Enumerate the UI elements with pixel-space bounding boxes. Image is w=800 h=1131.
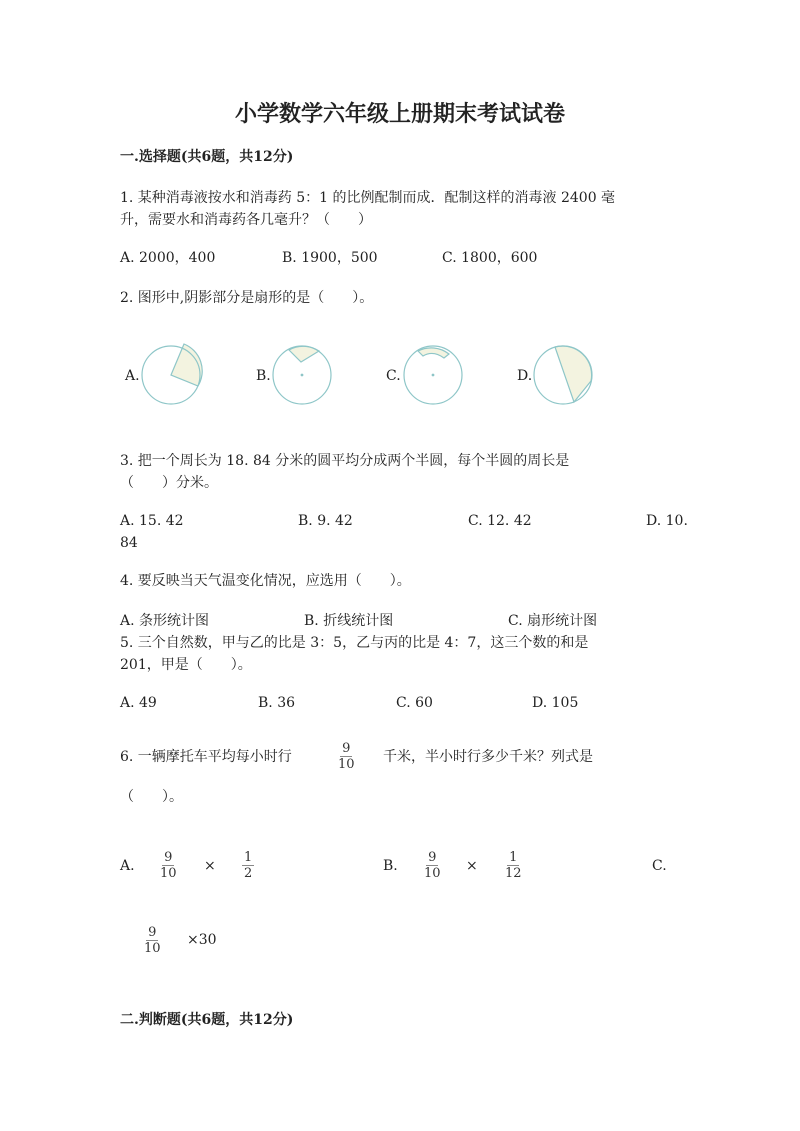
question-6-text: （ ）。 [120,789,183,805]
option-b[interactable]: B. [256,368,271,384]
fraction: $\frac{1}{2}$ [244,850,253,881]
circle-figures [0,330,800,420]
option-a[interactable]: A. 49 [120,695,157,711]
option-a[interactable]: A. 条形统计图 [120,613,210,629]
question-2-text: 2. 图形中,阴影部分是扇形的是（ ）。 [120,290,374,306]
section-heading: 一.选择题(共6题，共12分) [120,149,294,165]
question-6-text: 千米，半小时行多少千米？列式是 [383,749,593,765]
figure-b-shape [273,346,331,404]
option-d-wrap: 84 [120,535,138,551]
option-c-expression: ×30 [187,932,217,948]
option-b[interactable]: B. [383,858,398,874]
option-a[interactable]: A. 15. 42 [120,513,184,529]
option-c[interactable]: C. 60 [396,695,433,711]
page-title: 小学数学六年级上册期末考试试卷 [234,101,565,127]
fraction: $\frac{9}{10}$ [144,925,161,956]
option-c[interactable]: C. 12. 42 [468,513,532,529]
question-6-text: 6. 一辆摩托车平均每小时行 [120,749,292,765]
times-sign: × [204,858,216,874]
question-3-text: 3. 把一个周长为 18. 84 分米的圆平均分成两个半圆，每个半圆的周长是 [120,453,570,469]
option-d[interactable]: D. 105 [532,695,579,711]
option-c[interactable]: C. 1800，600 [442,250,538,266]
question-4-text: 4. 要反映当天气温变化情况，应选用（ ）。 [120,573,411,589]
question-5-text: 5. 三个自然数，甲与乙的比是 3：5，乙与丙的比是 4：7，这三个数的和是 [120,635,589,651]
question-5-text: 201，甲是（ ）。 [120,657,252,673]
option-d[interactable]: D. 10. [646,513,688,529]
option-b[interactable]: B. 9. 42 [298,513,353,529]
figure-d-shape [534,346,592,404]
option-a[interactable]: A. [120,858,135,874]
option-a[interactable]: A. [125,368,140,384]
fraction: $\frac{1}{12}$ [505,850,522,881]
times-sign: × [466,858,478,874]
option-b[interactable]: B. 36 [258,695,296,711]
fraction: $\frac{9}{10}$ [338,741,355,772]
question-3-text: （ ）分米。 [120,475,218,491]
figure-a-sector [142,344,202,404]
section-heading: 二.判断题(共6题，共12分) [120,1012,294,1028]
option-b[interactable]: B. 折线统计图 [304,613,394,629]
option-b[interactable]: B. 1900，500 [282,250,378,266]
question-1-text: 升，需要水和消毒药各几毫升？（ ） [120,212,372,228]
option-a[interactable]: A. 2000，400 [120,250,216,266]
fraction: $\frac{9}{10}$ [424,850,441,881]
option-d[interactable]: D. [517,368,533,384]
option-c[interactable]: C. [652,858,667,874]
fraction: $\frac{9}{10}$ [160,850,177,881]
option-c[interactable]: C. 扇形统计图 [508,613,598,629]
question-1-text: 1. 某种消毒液按水和消毒药 5：1 的比例配制而成．配制这样的消毒液 2400 毫 [120,190,616,206]
option-c[interactable]: C. [386,368,401,384]
figure-c-shape [404,346,462,404]
